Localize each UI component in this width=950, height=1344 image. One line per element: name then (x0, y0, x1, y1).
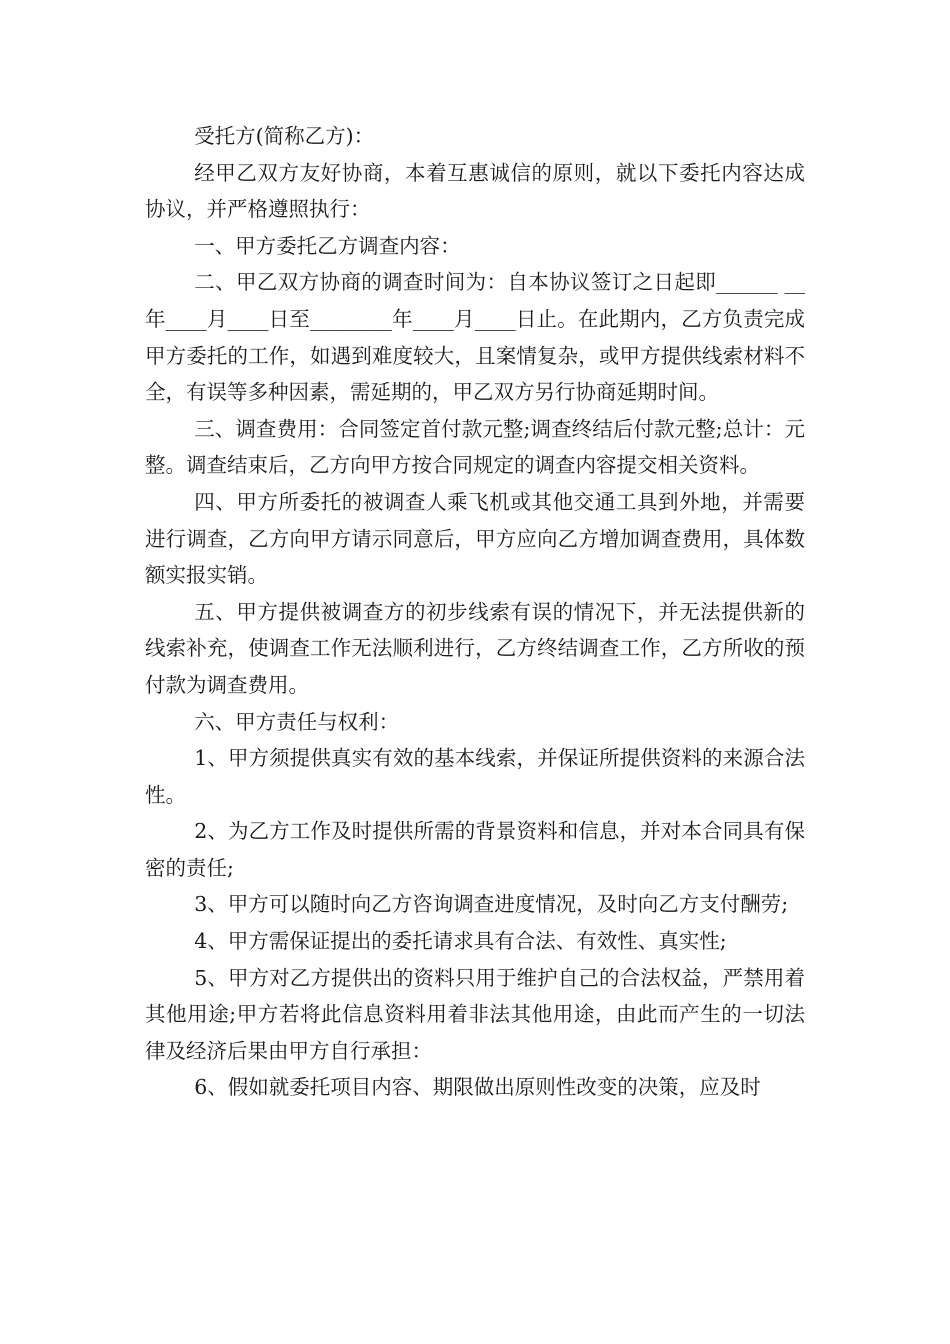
clause-3-fees: 三、调查费用：合同签定首付款元整;调查终结后付款元整;总计：元整。调查结束后，乙方向甲方按合同规定的调查内容提交相关资料。 (145, 416, 805, 478)
document-body (145, 118, 805, 1106)
clause-6-item-4: 4、甲方需保证提出的委托请求具有合法、有效性、真实性; (194, 929, 727, 954)
clause-4-travel: 四、甲方所委托的被调查人乘飞机或其他交通工具到外地，并需要进行调查，乙方向甲方请示同意后，甲方应向乙方增加调查费用，具体数额实报实销。 (145, 489, 805, 588)
clause-6-item-2: 2、为乙方工作及时提供所需的背景资料和信息，并对本合同具有保密的责任; (145, 819, 805, 880)
clause-6-item-5: 5、甲方对乙方提供出的资料只用于维护自己的合法权益，严禁用着其他用途;甲方若将此信息资料用着非法其他用途，由此而产生的一切法律及经济后果由甲方自行承担： (145, 965, 805, 1063)
clause-6-item-1: 1、甲方须提供真实有效的基本线索，并保证所提供资料的来源合法性。 (145, 746, 805, 807)
paragraph-preamble: 经甲乙双方友好协商，本着互惠诚信的原则，就以下委托内容达成协议，并严格遵照执行： (145, 160, 805, 222)
clause-6-item-6: 6、假如就委托项目内容、期限做出原则性改变的决策，应及时 (194, 1075, 761, 1100)
clause-6-heading: 六、甲方责任与权利： (194, 709, 400, 734)
clause-1-heading: 一、甲方委托乙方调查内容： (194, 233, 461, 258)
clause-5-termination: 五、甲方提供被调查方的初步线索有误的情况下，并无法提供新的线索补充，使调查工作无法顺利进行，乙方终结调查工作，乙方所收的预付款为调查费用。 (145, 599, 805, 697)
paragraph-trustee: 受托方(简称乙方)： (194, 124, 375, 148)
clause-6-item-3: 3、甲方可以随时向乙方咨询调查进度情况，及时向乙方支付酬劳; (194, 892, 789, 917)
clause-2-period: 二、甲乙双方协商的调查时间为：自本协议签订之日起即______ __年____月____日至________年____月____日止。在此期内，乙方负责完成甲方委托的工作，如遇到难度较大，且案情复杂，或甲方提供线索材料不全，有误等多种因素，需延期的，甲乙双方另行协商延期时间。 (145, 270, 805, 405)
